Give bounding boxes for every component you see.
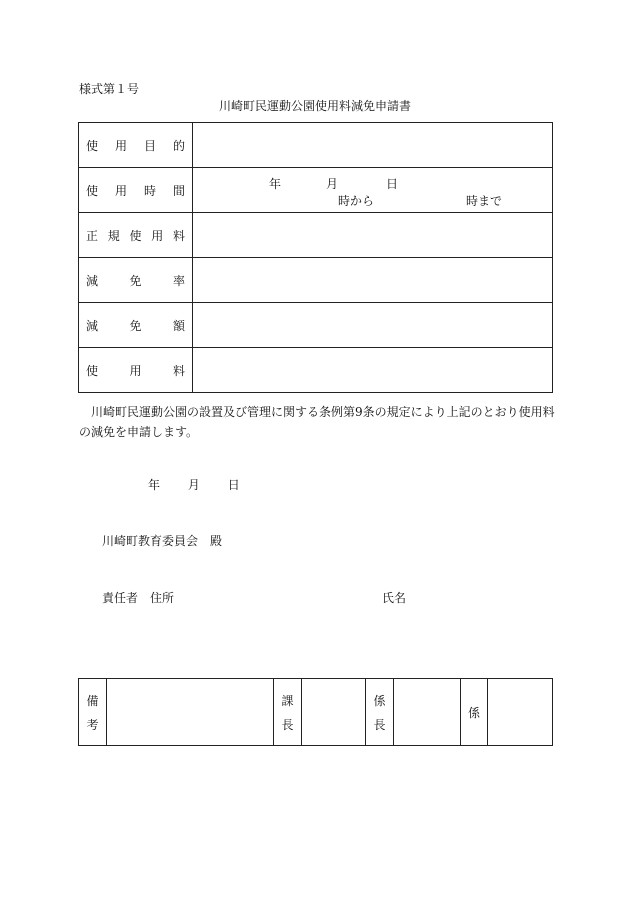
month-unit: 月 (187, 478, 200, 492)
subsection-chief-label (366, 679, 394, 746)
purpose-field[interactable] (193, 123, 553, 168)
label-char: 長 (373, 718, 386, 732)
label-char: 免 (129, 273, 142, 288)
label-char: 使 (86, 363, 99, 378)
label-char: 減 (86, 318, 99, 333)
row-label-purpose (79, 123, 193, 168)
staff-label: 係 (461, 679, 488, 746)
label-char: 時 (143, 183, 156, 198)
time-from: 時から (338, 194, 375, 208)
label-char: 用 (114, 138, 127, 153)
section-chief-label (274, 679, 302, 746)
responsible-address-label: 責任者 住所 (102, 591, 175, 605)
addressee: 川崎町教育委員会 殿 (102, 534, 223, 548)
row-label-regular-fee (79, 213, 193, 258)
fee-field[interactable] (193, 348, 553, 393)
table-row (79, 303, 553, 348)
label-char: 用 (151, 228, 164, 243)
label-char: 額 (172, 318, 185, 333)
name-label: 氏名 (382, 591, 407, 605)
remarks-field[interactable] (107, 679, 274, 746)
table-row (79, 348, 553, 393)
label-char: 的 (172, 138, 185, 153)
label-char: 免 (129, 318, 142, 333)
year-unit: 年 (148, 478, 161, 492)
label-char: 備 (86, 694, 99, 708)
regular-fee-field[interactable] (193, 213, 553, 258)
row-label-time (79, 168, 193, 213)
label-char: 係 (373, 694, 386, 708)
label-char: 正 (86, 228, 99, 243)
year-unit: 年 (269, 177, 282, 191)
label-char: 長 (281, 718, 294, 732)
form-number: 様式第１号 (79, 82, 140, 96)
label-char: 使 (86, 138, 99, 153)
form-title: 川崎町民運動公園使用料減免申請書 (218, 99, 411, 113)
label-char: 料 (172, 228, 185, 243)
label-char: 減 (86, 273, 99, 288)
label-char: 規 (107, 228, 120, 243)
reduction-amount-field[interactable] (193, 303, 553, 348)
table-row (79, 258, 553, 303)
staff-stamp[interactable] (488, 679, 553, 746)
label-char: 目 (143, 138, 156, 153)
application-date (148, 476, 240, 493)
label-char: 考 (86, 718, 99, 732)
label-char: 用 (129, 363, 142, 378)
reduction-rate-field[interactable] (193, 258, 553, 303)
day-unit: 日 (386, 177, 399, 191)
row-label-fee (79, 348, 193, 393)
time-to: 時まで (466, 194, 503, 208)
row-label-reduction-amount (79, 303, 193, 348)
label-char: 課 (281, 694, 294, 708)
label-char: 用 (114, 183, 127, 198)
label-char: 間 (172, 183, 185, 198)
table-row (79, 123, 553, 168)
approval-table (78, 678, 553, 746)
day-unit: 日 (227, 478, 240, 492)
application-table (78, 122, 553, 393)
time-field[interactable] (193, 168, 553, 213)
subsection-chief-stamp[interactable] (394, 679, 461, 746)
application-statement: 川崎町民運動公園の設置及び管理に関する条例第9条の規定により上記のとおり使用料の減免を申請します。 (79, 405, 555, 439)
remarks-label (79, 679, 107, 746)
label-char: 使 (86, 183, 99, 198)
section-chief-stamp[interactable] (302, 679, 366, 746)
month-unit: 月 (326, 177, 339, 191)
label-char: 率 (172, 273, 185, 288)
row-label-reduction-rate (79, 258, 193, 303)
table-row (79, 168, 553, 213)
label-char: 使 (129, 228, 142, 243)
label-char: 料 (172, 363, 185, 378)
table-row (79, 213, 553, 258)
